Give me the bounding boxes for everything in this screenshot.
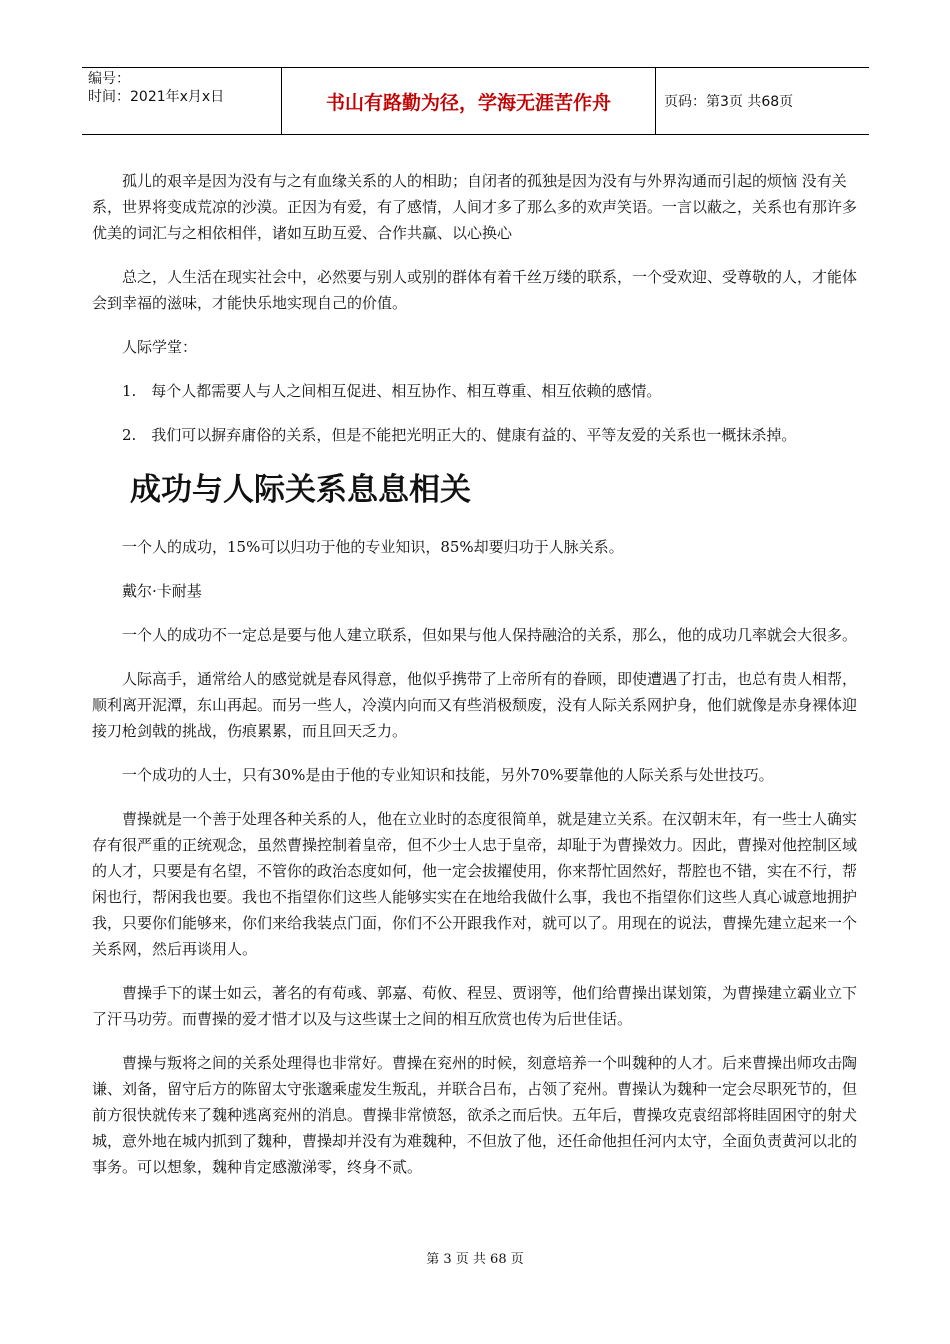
paragraph: 曹操与叛将之间的关系处理得也非常好。曹操在兖州的时候，刻意培养一个叫魏种的人才。后来曹操出师攻击陶谦、刘备，留守后方的陈留太守张邈乘虚发生叛乱，并联合吕布，占领了兖州。曹操认为魏种一定会尽职死节的，但前方很快就传来了魏种逃离兖州的消息。曹操非常愤怒，欲杀之而后快。五年后，曹操攻克袁绍部将眭固困守的射犬城，意外地在城内抓到了魏种，曹操却并没有为难魏种，不但放了他，还任命他担任河内太守，全面负责黄河以北的事务。可以想象，魏种肯定感激涕零，终身不贰。 xyxy=(92,1054,858,1176)
section-heading: 成功与人际关系息息相关 xyxy=(130,472,471,508)
document-body xyxy=(92,168,857,1198)
page-footer: 第 3 页 共 68 页 xyxy=(426,1252,524,1267)
header-motto: 书山有路勤为径，学海无涯苦作舟 xyxy=(282,68,656,134)
list-item: 1. 每个人都需要人与人之间相互促进、相互协作、相互尊重、相互依赖的感情。 xyxy=(122,382,662,400)
paragraph: 孤儿的艰辛是因为没有与之有血缘关系的人的相助；自闭者的孤独是因为没有与外界沟通而引起的烦恼 没有关系，世界将变成荒凉的沙漠。正因为有爱，有了感情，人间才多了那么多的欢声笑语。一言以蔽之，关系也有那许多优美的词汇与之相依相伴，诸如互助互爱、合作共赢、以心换心 xyxy=(92,172,858,242)
paragraph: 一个人的成功不一定总是要与他人建立联系，但如果与他人保持融洽的关系，那么，他的成功几率就会大很多。 xyxy=(122,626,858,644)
header-meta xyxy=(82,68,282,134)
paragraph: 曹操就是一个善于处理各种关系的人，他在立业时的态度很简单，就是建立关系。在汉朝末年，有一些士人确实存有很严重的正统观念，虽然曹操控制着皇帝，但不少士人忠于皇帝，却耻于为曹操效力。因此，曹操对他控制区域的人才，只要是有名望，不管你的政治态度如何，他一定会拔擢使用，你来帮忙固然好，帮腔也不错，实在不行，帮闲也行，帮闲我也要。我也不指望你们这些人能够实实在在地给我做什么事，我也不指望你们这些人真心诚意地拥护我，只要你们能够来，你们来给我装点门面，你们不公开跟我作对，就可以了。用现在的说法，曹操先建立起来一个关系网，然后再谈用人。 xyxy=(92,810,858,958)
paragraph: 一个成功的人士，只有30%是由于他的专业知识和技能，另外70%要靠他的人际关系与处世技巧。 xyxy=(122,766,774,784)
quote-author: 戴尔·卡耐基 xyxy=(122,582,202,600)
list-item: 2. 我们可以摒弃庸俗的关系，但是不能把光明正大的、健康有益的、平等友爱的关系也一概抹杀掉。 xyxy=(122,426,797,444)
paragraph: 曹操手下的谋士如云，著名的有荀彧、郭嘉、荀攸、程昱、贾诩等，他们给曹操出谋划策，为曹操建立霸业立下了汗马功劳。而曹操的爱才惜才以及与这些谋士之间的相互欣赏也传为后世佳话。 xyxy=(92,984,858,1028)
date-label: 时间：2021年x月x日 xyxy=(88,89,225,105)
page-header xyxy=(82,67,869,135)
header-page-label: 页码：第3页 共68页 xyxy=(664,94,794,110)
paragraph: 总之，人生活在现实社会中，必然要与别人或别的群体有着千丝万缕的联系，一个受欢迎、受尊敬的人，才能体会到幸福的滋味，才能快乐地实现自己的价值。 xyxy=(92,268,858,312)
paragraph: 一个人的成功，15%可以归功于他的专业知识，85%却要归功于人脉关系。 xyxy=(122,538,624,556)
number-label: 编号： xyxy=(88,71,130,87)
paragraph: 人际学堂： xyxy=(122,338,198,356)
paragraph: 人际高手，通常给人的感觉就是春风得意，他似乎携带了上帝所有的眷顾，即使遭遇了打击，也总有贵人相帮，顺利离开泥潭，东山再起。而另一些人，冷漠内向而又有些消极颓废，没有人际关系网护身，他们就像是赤身裸体迎接刀枪剑戟的挑战，伤痕累累，而且回天乏力。 xyxy=(92,670,858,740)
